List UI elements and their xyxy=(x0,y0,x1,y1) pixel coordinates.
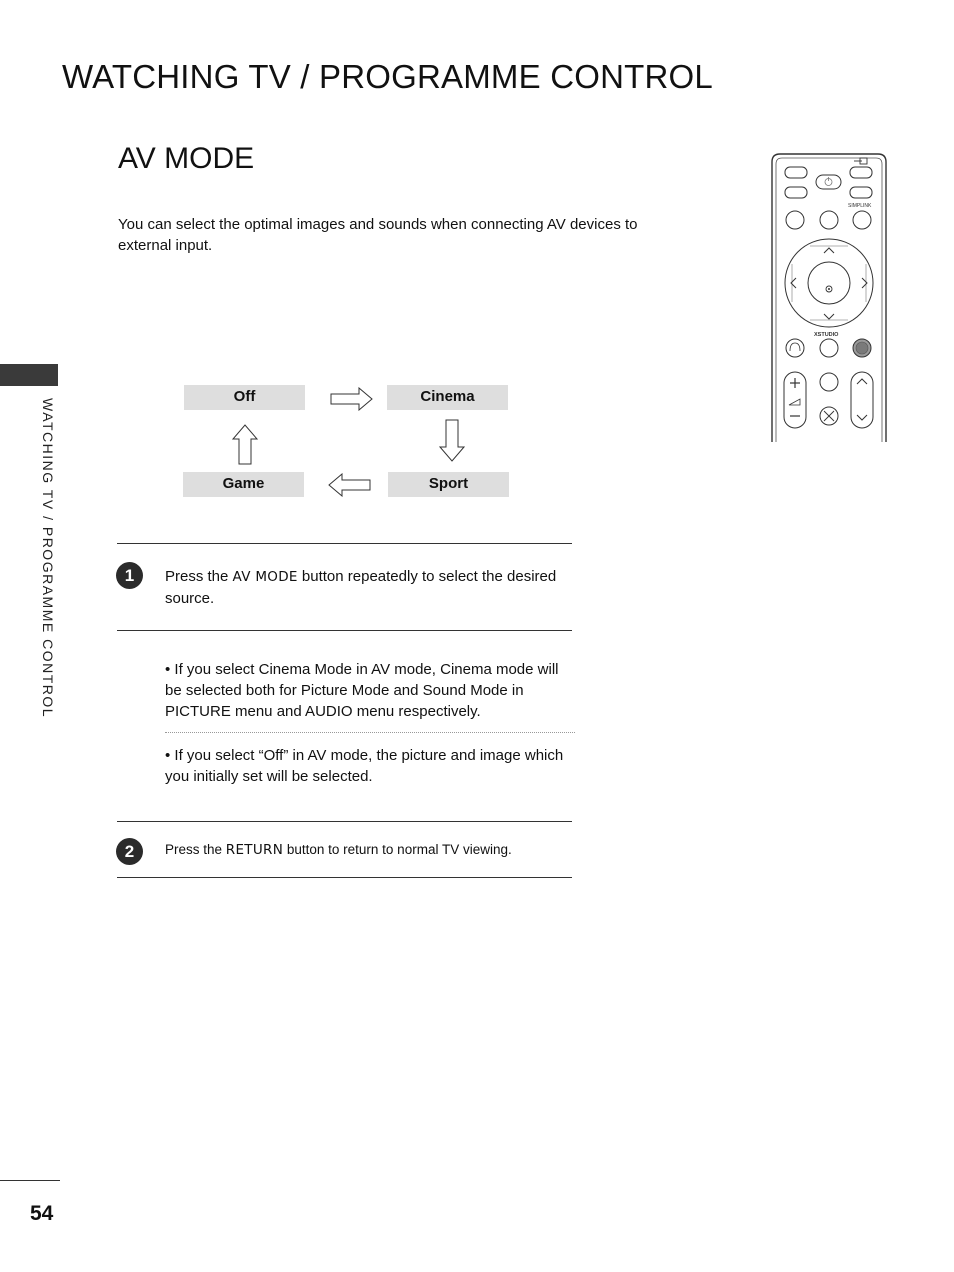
page-header-title: WATCHING TV / PROGRAMME CONTROL xyxy=(62,58,713,95)
xstudio-label: XSTUDIO xyxy=(814,332,839,338)
step-1-prefix: Press the xyxy=(165,568,233,585)
arrow-left-icon xyxy=(327,473,371,497)
input-mode-button xyxy=(785,187,807,198)
mode-cinema-box: Cinema xyxy=(387,385,508,410)
tv-button xyxy=(785,167,807,178)
mode-off-box: Off xyxy=(184,385,305,410)
remote-control-illustration xyxy=(768,152,890,442)
arrow-up-icon xyxy=(231,423,259,465)
step-divider-top xyxy=(117,543,572,544)
step-2-suffix: button to return to normal TV viewing. xyxy=(283,842,512,857)
side-tab-marker xyxy=(0,364,58,386)
return-button xyxy=(786,339,804,357)
step-divider xyxy=(117,630,572,631)
step-divider xyxy=(117,821,572,822)
programme-rocker xyxy=(851,372,873,428)
mode-sport-box: Sport xyxy=(388,472,509,497)
navigation-pad xyxy=(785,239,873,327)
section-title: AV MODE xyxy=(118,142,255,175)
step-2-prefix: Press the xyxy=(165,842,226,857)
intro-text: You can select the optimal images and sounds when connecting AV devices to external input. xyxy=(118,216,638,254)
side-section-label: WATCHING TV / PROGRAMME CONTROL xyxy=(40,398,56,719)
step-2-text xyxy=(165,839,575,861)
return-keyword: RETURN xyxy=(225,842,284,858)
fav-button xyxy=(820,339,838,357)
av-mode-small-button xyxy=(850,187,872,198)
q-menu-button xyxy=(820,211,838,229)
mute-button xyxy=(820,407,838,425)
note-off-mode: • If you select “Off” in AV mode, the picture and image which you initially set will be selected. xyxy=(165,747,564,785)
mark-button xyxy=(820,373,838,391)
step-number-1: 1 xyxy=(116,562,143,589)
footer-rule xyxy=(0,1180,60,1181)
step-1-text xyxy=(165,566,575,609)
step-1-suffix: button repeatedly to select the desired source. xyxy=(165,568,557,607)
mode-game-box: Game xyxy=(183,472,304,497)
step-number-2: 2 xyxy=(116,838,143,865)
info-button xyxy=(853,211,871,229)
page-number: 54 xyxy=(30,1202,54,1225)
av-mode-keyword: AV MODE xyxy=(232,569,298,585)
step-divider-bottom xyxy=(117,877,572,878)
arrow-right-icon xyxy=(330,387,374,411)
menu-button xyxy=(786,211,804,229)
input-button xyxy=(850,167,872,178)
note-cinema-mode: • If you select Cinema Mode in AV mode, Cinema mode will be selected both for Picture Mode and Sound Mode in PICTURE menu and AUDIO menu respectively. xyxy=(165,661,559,720)
note-separator xyxy=(165,732,575,733)
simplink-label: SIMPLINK xyxy=(848,203,872,209)
volume-rocker xyxy=(784,372,806,428)
power-button xyxy=(816,175,841,189)
arrow-down-icon xyxy=(439,419,465,463)
